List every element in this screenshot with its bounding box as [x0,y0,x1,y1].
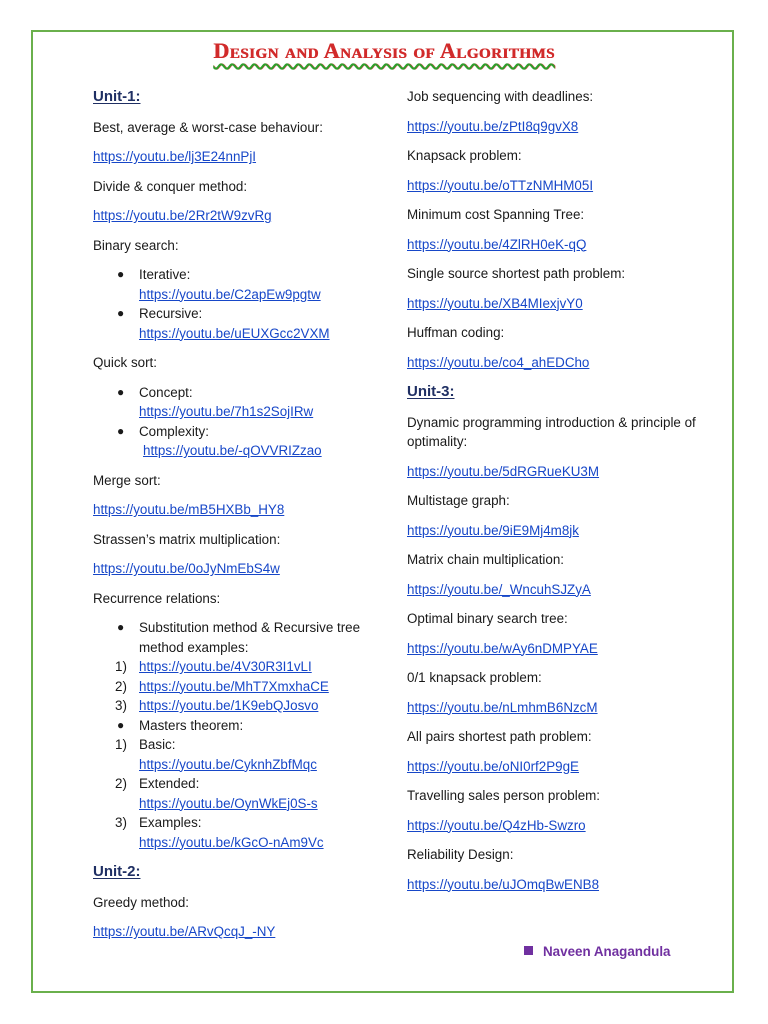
list-item [93,735,383,774]
concept-link[interactable]: https://youtu.be/7h1s2SojIRw [139,404,314,419]
huffman-label: Huffman coding: [407,325,505,340]
list-item [93,618,383,657]
knapsack-01-label: 0/1 knapsack problem: [407,670,542,685]
matrix-chain-label: Matrix chain multiplication: [407,552,565,567]
number-marker: 2) [115,678,127,694]
substitution-label: Substitution method & Recursive tree method examples: [139,620,361,655]
examples-link[interactable]: https://youtu.be/kGcO-nAm9Vc [139,834,324,850]
list-item [93,657,383,677]
quick-sort-label: Quick sort: [93,355,157,370]
list-item [93,304,383,343]
unit1-heading: Unit-1: [93,88,141,105]
merge-sort-label: Merge sort: [93,472,161,488]
author-footer [524,944,671,959]
recursive-label: Recursive: [139,306,203,321]
list-item [93,383,383,422]
huffman-link[interactable]: https://youtu.be/co4_ahEDCho [407,354,590,370]
strassen-link[interactable]: https://youtu.be/0oJyNmEbS4w [93,561,280,576]
substitution-link-2[interactable]: https://youtu.be/MhT7XmxhaCE [139,678,329,694]
knapsack-link[interactable]: https://youtu.be/oTTzNMHM05I [407,177,594,193]
bullet-icon: ● [117,384,125,399]
substitution-link-1[interactable]: https://youtu.be/4V30R3I1vLI [139,659,312,674]
recurrence-list [93,618,383,852]
square-bullet-icon [524,946,533,955]
job-sequencing-link[interactable]: https://youtu.be/zPtI8q9gvX8 [407,118,579,134]
tsp-link[interactable]: https://youtu.be/Q4zHb-Swzro [407,817,586,833]
number-marker: 3) [115,815,127,830]
bullet-icon: ● [117,620,125,634]
list-item [93,774,383,813]
number-marker: 1) [115,737,127,752]
dynamic-programming-link[interactable]: https://youtu.be/5dRGRueKU3M [407,463,600,479]
divide-conquer-label: Divide & conquer method: [93,178,248,194]
list-item [93,696,383,716]
binary-search-label: Binary search: [93,237,179,253]
list-item [93,422,383,461]
all-pairs-label: All pairs shortest path problem: [407,729,592,744]
multistage-graph-link[interactable]: https://youtu.be/9iE9Mj4m8jk [407,522,579,538]
merge-sort-link[interactable]: https://youtu.be/mB5HXBb_HY8 [93,502,285,517]
list-item [93,265,383,304]
basic-label: Basic: [139,737,176,752]
matrix-chain-link[interactable]: https://youtu.be/_WncuhSJZyA [407,581,591,597]
left-column [93,87,383,952]
job-sequencing-label: Job sequencing with deadlines: [407,89,594,104]
bullet-icon: ● [117,267,125,281]
spanning-tree-link[interactable]: https://youtu.be/4ZlRH0eK-qQ [407,236,587,252]
unit3-heading: Unit-3: [407,383,455,400]
knapsack-label: Knapsack problem: [407,148,522,163]
reliability-link[interactable]: https://youtu.be/uJOmqBwENB8 [407,876,600,892]
unit2-heading: Unit-2: [93,863,141,880]
reliability-label: Reliability Design: [407,847,514,862]
multistage-graph-label: Multistage graph: [407,493,510,508]
number-marker: 2) [115,776,127,791]
recurrence-label: Recurrence relations: [93,590,221,606]
list-item [93,677,383,697]
basic-link[interactable]: https://youtu.be/CyknhZbfMqc [139,756,317,772]
substitution-link-3[interactable]: https://youtu.be/1K9ebQJosvo [139,698,319,713]
spanning-tree-label: Minimum cost Spanning Tree: [407,207,585,222]
right-column [407,87,707,904]
strassen-label: Strassen’s matrix multiplication: [93,531,281,547]
all-pairs-link[interactable]: https://youtu.be/oNI0rf2P9gE [407,758,579,774]
shortest-path-label: Single source shortest path problem: [407,266,626,281]
author-name: Naveen Anagandula [543,944,671,959]
shortest-path-link[interactable]: https://youtu.be/XB4MIexjvY0 [407,295,583,311]
best-average-worst-label: Best, average & worst-case behaviour: [93,119,323,135]
knapsack-01-link[interactable]: https://youtu.be/nLmhmB6NzcM [407,699,598,715]
extended-link[interactable]: https://youtu.be/OynWkEj0S-s [139,795,318,811]
complexity-label: Complexity: [139,423,209,439]
quick-sort-list [93,383,383,461]
iterative-label: Iterative: [139,267,191,282]
divide-conquer-link[interactable]: https://youtu.be/2Rr2tW9zvRg [93,208,272,223]
list-item [93,716,383,736]
iterative-link[interactable]: https://youtu.be/C2apEw9pgtw [139,286,321,302]
bullet-icon: ● [117,717,125,732]
document-title: Design and Analysis of Algorithms [213,38,555,63]
extended-label: Extended: [139,776,200,791]
complexity-link[interactable]: https://youtu.be/-qOVVRIZzao [143,443,322,458]
tsp-label: Travelling sales person problem: [407,788,601,803]
number-marker: 3) [115,698,127,713]
recursive-link[interactable]: https://youtu.be/uEUXGcc2VXM [139,325,330,341]
number-marker: 1) [115,659,127,674]
obst-link[interactable]: https://youtu.be/wAy6nDMPYAE [407,640,598,656]
bullet-icon: ● [117,306,125,320]
obst-label: Optimal binary search tree: [407,611,568,626]
examples-label: Examples: [139,815,202,830]
list-item [93,813,383,852]
best-average-worst-link[interactable]: https://youtu.be/lj3E24nnPjI [93,149,257,164]
greedy-method-link[interactable]: https://youtu.be/ARvQcqJ_-NY [93,924,276,939]
binary-search-list [93,265,383,343]
concept-label: Concept: [139,384,193,400]
bullet-icon: ● [117,423,125,438]
dynamic-programming-label: Dynamic programming introduction & principle of optimality: [407,414,696,449]
greedy-method-label: Greedy method: [93,894,190,910]
masters-theorem-label: Masters theorem: [139,717,244,733]
